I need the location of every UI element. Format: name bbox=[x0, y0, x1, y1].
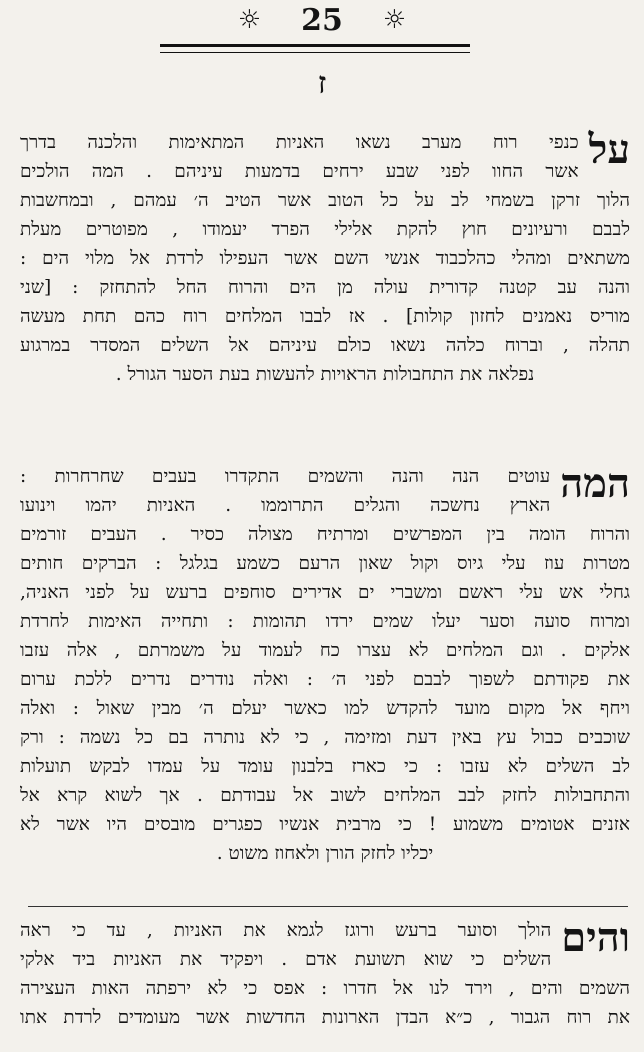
header-rule-thick bbox=[160, 44, 470, 47]
text-line: את פקודתם לשפוך לבבם לפני ה׳ : ואלה נודרים נדרים ללכת ערום bbox=[20, 669, 630, 690]
text-line: ויחף אל מקום מועד להקדש למו כאשר יעלם ה׳ מבין שאול : ואלה bbox=[20, 698, 630, 719]
text-line: והרוח הומה בין המפרשים ומרתיח מצולה כסיר . העבים זורמים bbox=[20, 524, 630, 545]
paragraph bbox=[20, 128, 630, 389]
paragraph-divider bbox=[28, 906, 628, 907]
text-line: מטרות עוז עלי גיוס וקול שאון הרעם כשמע בגלגל : הברקים חותים bbox=[20, 553, 630, 574]
text-line: השמים והים , וירד לנו אל חדרו : אפס כי לא ירפתה האות העצירה bbox=[20, 978, 630, 999]
text-line: אשר החוו לפני שבע ירחים בדמעות עיניהם . המה הולכים bbox=[20, 161, 579, 182]
text-line: גחלי אש עלי ראשם ומשברי ים אדירים סוחפים ברעש על לפני האניה, bbox=[20, 582, 630, 603]
text-line: השלים כי שוא תשועת אדם . ויפקיד את האניות ביד אלקי bbox=[20, 949, 552, 970]
sun-ornament-icon: ☼ bbox=[237, 5, 262, 35]
section-mark: ז bbox=[317, 66, 327, 101]
text-line: מוריס נאמנים לחזון קולות] . אז לבבו המלחים רוח כהם תחת מעשה bbox=[20, 306, 630, 327]
text-line: והתחבולות לחזק לבב המלחים לשוב אל עבודתם . אך לשוא קרא אל bbox=[20, 785, 630, 806]
text-line: נפלאה את התחבולות הראויות להעשות בעת הסער הגורל . bbox=[115, 364, 535, 385]
text-line: את רוח הגבור , כ״א הבדן הארונות החדשות אשר מעומדים לרדת אתו bbox=[20, 1007, 630, 1028]
text-line: אלקים . וגם המלחים לא עצרו כח לעמוד על משמרתם , אלה עזבו bbox=[20, 640, 630, 661]
sun-ornament-icon: ☼ bbox=[382, 5, 407, 35]
text-line: והנה עב קטנה קדורית עולה מן הים והרוח החל להתחזק : [שני bbox=[20, 277, 630, 298]
text-line: אזנים אטומים משמוע ! כי מרבית אנשיו כפגרים מובסים היו אשר לא bbox=[20, 814, 630, 835]
text-line: תהלה , וברוח כלהה נשאו כולם עיניהם אל השלים המסדר במרגוע bbox=[20, 335, 630, 356]
page-number: 25 bbox=[301, 2, 343, 38]
text-line: כנפי רוח מערב נשאו האניות המתאימות והלכנה בדרך bbox=[20, 132, 579, 153]
paragraph-lead-word: על bbox=[588, 126, 630, 173]
header-rule-thin bbox=[160, 52, 470, 53]
text-line: יכליו לחזק הורן ולאחוז משוט . bbox=[216, 843, 434, 864]
text-line: שוכבים כבול עץ באין דעת ומזימה , כי לא נותרה בם כל נשמה : ורק bbox=[20, 727, 630, 748]
text-line: הארץ נחשכה והגלים התרוממו . האניות יהמו וינועו bbox=[20, 495, 551, 516]
paragraph-lead-word: והים bbox=[561, 914, 630, 961]
page-header bbox=[0, 0, 644, 40]
paragraph bbox=[20, 916, 630, 1032]
paragraph-lead-word: המה bbox=[560, 460, 630, 507]
paragraph bbox=[20, 462, 630, 868]
text-line: לב השלים לא עזבו : כי כארז בלבנון עומד על עמדו לבקש תועלות bbox=[20, 756, 630, 777]
text-line: ומרוח סועה וסער יעלו שמים ירדו תהומות : ותחייה האימות לחרדת bbox=[20, 611, 630, 632]
text-line: משתאים ומהלי כהלכבוד אנשי השם אשר העפילו לרדת אל מלוי הים : bbox=[20, 248, 630, 269]
text-line: הלוך זרקן בשמחי לב על כל הטוב אשר הטיב ה׳ עמהם , ובמחשבות bbox=[20, 190, 630, 211]
text-line: לבבם ורעיונים חוץ להקת אלילי הפרד יעמודו , מפוטרים מעלת bbox=[20, 219, 630, 240]
text-line: עוטים הנה והנה והשמים התקדרו בעבים שחרחרות : bbox=[20, 466, 551, 487]
text-line: הולך וסוער ברעש ורוגז לגמא את האניות , עד כי ראה bbox=[20, 920, 552, 941]
